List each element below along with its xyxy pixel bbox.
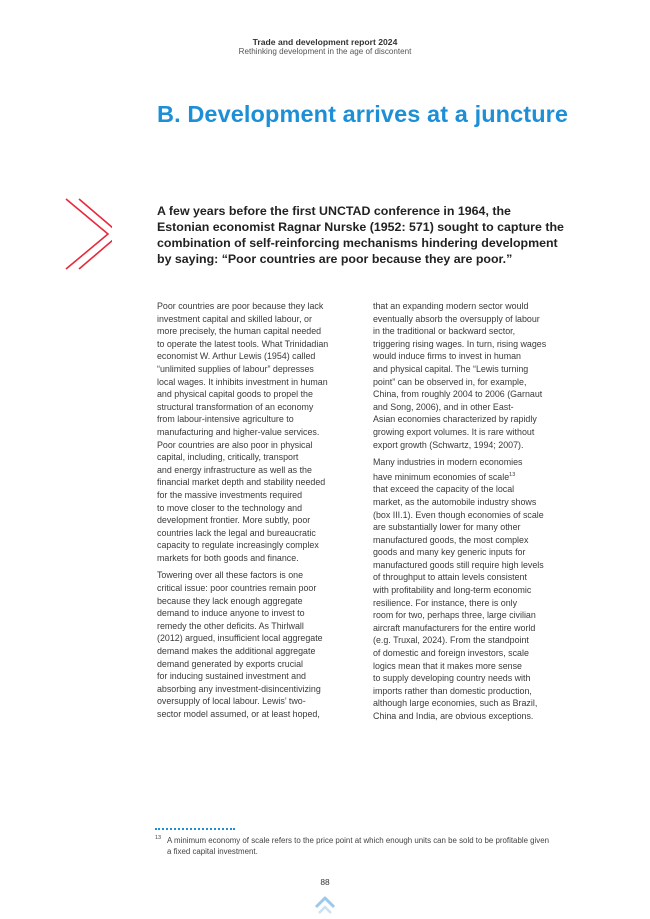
text-line: manufacturing and higher-value services.: [157, 426, 320, 437]
text-line: because they lack enough aggregate: [157, 595, 303, 606]
footnote-ref[interactable]: 13: [509, 471, 516, 478]
text-line: triggering rising wages. In turn, rising wages: [373, 338, 547, 349]
text-line: goods and many key generic inputs for: [373, 547, 526, 558]
text-line: [373, 469, 583, 484]
text-line: eventually absorb the oversupply of labour: [373, 313, 540, 324]
text-line: Many industries in modern economies: [373, 457, 523, 468]
chevron-right-icon: [64, 197, 112, 271]
text-line: Towering over all these factors is one: [157, 570, 304, 581]
text-line: development frontier. More subtly, poor: [157, 515, 311, 526]
text-line: resilience. For instance, there is only: [373, 597, 518, 608]
text-line: imports rather than domestic production,: [373, 685, 532, 696]
text-line: logics mean that it makes more sense: [373, 660, 522, 671]
text-segment: have minimum economies of scale: [373, 471, 510, 482]
text-line: absorbing any investment-disincentivizing: [157, 683, 321, 694]
text-line: of throughput to attain levels consistent: [373, 572, 527, 583]
text-line: demand makes the additional aggregate: [157, 646, 316, 657]
text-line: markets for both goods and finance.: [157, 552, 299, 563]
text-lines: [373, 483, 583, 722]
right-column: [373, 300, 583, 728]
text-line: financial market depth and stability needed: [157, 477, 326, 488]
text-line: China, from roughly 2004 to 2006 (Garnaut: [373, 389, 543, 400]
text-line: aircraft manufacturers for the entire world: [373, 622, 536, 633]
text-line: from labour-intensive agriculture to: [157, 414, 294, 425]
text-line: remedy the other deficits. As Thirlwall: [157, 620, 304, 631]
text-line: Asian economies characterized by rapidly: [373, 414, 537, 425]
text-line: for the massive investments required: [157, 489, 303, 500]
text-line: (box III.1). Even though economies of scale: [373, 509, 544, 520]
text-line: China and India, are obvious exceptions.: [373, 711, 534, 721]
text-line: growing export volumes. It is rare without: [373, 426, 535, 437]
text-line: export growth (Schwartz, 1994; 2007).: [373, 439, 524, 450]
text-line: economist W. Arthur Lewis (1954) called: [157, 351, 316, 362]
text-line: demand to induce anyone to invest to: [157, 608, 305, 619]
lead-line: combination of self-reinforcing mechanisms hindering development: [157, 236, 558, 250]
lead-line: by saying: “Poor countries are poor because they are poor.”: [157, 252, 513, 266]
paragraph: [157, 300, 367, 564]
lead-line: Estonian economist Ragnar Nurske (1952: 571) sought to capture the: [157, 220, 564, 234]
text-line: although large economies, such as Brazil,: [373, 698, 538, 709]
text-line: in the traditional or backward sector,: [373, 326, 516, 337]
text-line: manufactured goods, the most complex: [373, 534, 529, 545]
left-column: [157, 300, 367, 726]
text-line: that an expanding modern sector would: [373, 301, 529, 311]
text-line: point” can be observed in, for example,: [373, 376, 527, 387]
footnote-line: a fixed capital investment.: [167, 847, 258, 856]
text-line: to supply developing country needs with: [373, 673, 531, 684]
chevron-up-icon[interactable]: [313, 894, 337, 914]
text-line: room for two, perhaps three, large civilian: [373, 610, 536, 621]
text-line: critical issue: poor countries remain poor: [157, 583, 317, 594]
text-line: investment capital and skilled labour, or: [157, 313, 312, 324]
text-line: and physical capital goods to propel the: [157, 389, 313, 400]
text-line: to operate the latest tools. What Trinidadian: [157, 338, 329, 349]
paragraph: [157, 569, 367, 720]
report-title: Trade and development report 2024: [252, 37, 398, 47]
text-line: Poor countries are poor because they lack: [157, 301, 324, 311]
text-line: capital, including, critically, transport: [157, 452, 299, 463]
text-line: for inducing sustained investment and: [157, 671, 306, 682]
lead-line: A few years before the first UNCTAD conference in 1964, the: [157, 204, 511, 218]
text-line: and Song, 2006), and in other East-: [373, 401, 514, 412]
paragraph: [373, 456, 583, 722]
text-line: would induce firms to invest in human: [373, 351, 521, 362]
text-line: capacity to regulate increasingly complex: [157, 540, 319, 551]
text-line: (2012) argued, insufficient local aggregate: [157, 633, 323, 644]
footnote-number: 13: [155, 835, 162, 841]
text-line: “unlimited supplies of labour” depresses: [157, 363, 314, 374]
paragraph: [373, 300, 583, 451]
text-line: demand generated by exports crucial: [157, 658, 304, 669]
text-line: to move closer to the technology and: [157, 502, 303, 513]
text-line: that exceed the capacity of the local: [373, 484, 515, 495]
footnote-divider: [155, 828, 235, 830]
text-line: structural transformation of an economy: [157, 401, 314, 412]
text-line: local wages. It inhibits investment in human: [157, 376, 328, 387]
text-line: sector model assumed, or at least hoped,: [157, 709, 320, 719]
text-line: are substantially lower for many other: [373, 522, 521, 533]
report-subtitle: Rethinking development in the age of discontent: [238, 47, 412, 56]
text-line: with profitability and long-term economic: [373, 585, 532, 596]
section-heading: B. Development arrives at a juncture: [157, 101, 569, 127]
text-line: Poor countries are also poor in physical: [157, 439, 313, 450]
text-line: countries lack the legal and bureaucratic: [157, 527, 316, 538]
text-line: and physical capital. The “Lewis turning: [373, 363, 529, 374]
text-line: oversupply of local labour. Lewis’ two-: [157, 696, 306, 707]
footnote: [155, 835, 580, 857]
text-line: manufactured goods still require high levels: [373, 559, 544, 570]
text-line: market, as the automobile industry shows: [373, 496, 537, 507]
page-number: 88: [320, 877, 330, 887]
text-line: (e.g. Truxal, 2024). From the standpoint: [373, 635, 529, 646]
footnote-line: A minimum economy of scale refers to the price point at which enough units can be sold to be profitable given: [167, 836, 550, 845]
text-line: and energy infrastructure as well as the: [157, 464, 312, 475]
text-line: more precisely, the human capital needed: [157, 326, 322, 337]
lead-paragraph: [157, 203, 573, 267]
text-line: of domestic and foreign investors, scale: [373, 648, 529, 659]
